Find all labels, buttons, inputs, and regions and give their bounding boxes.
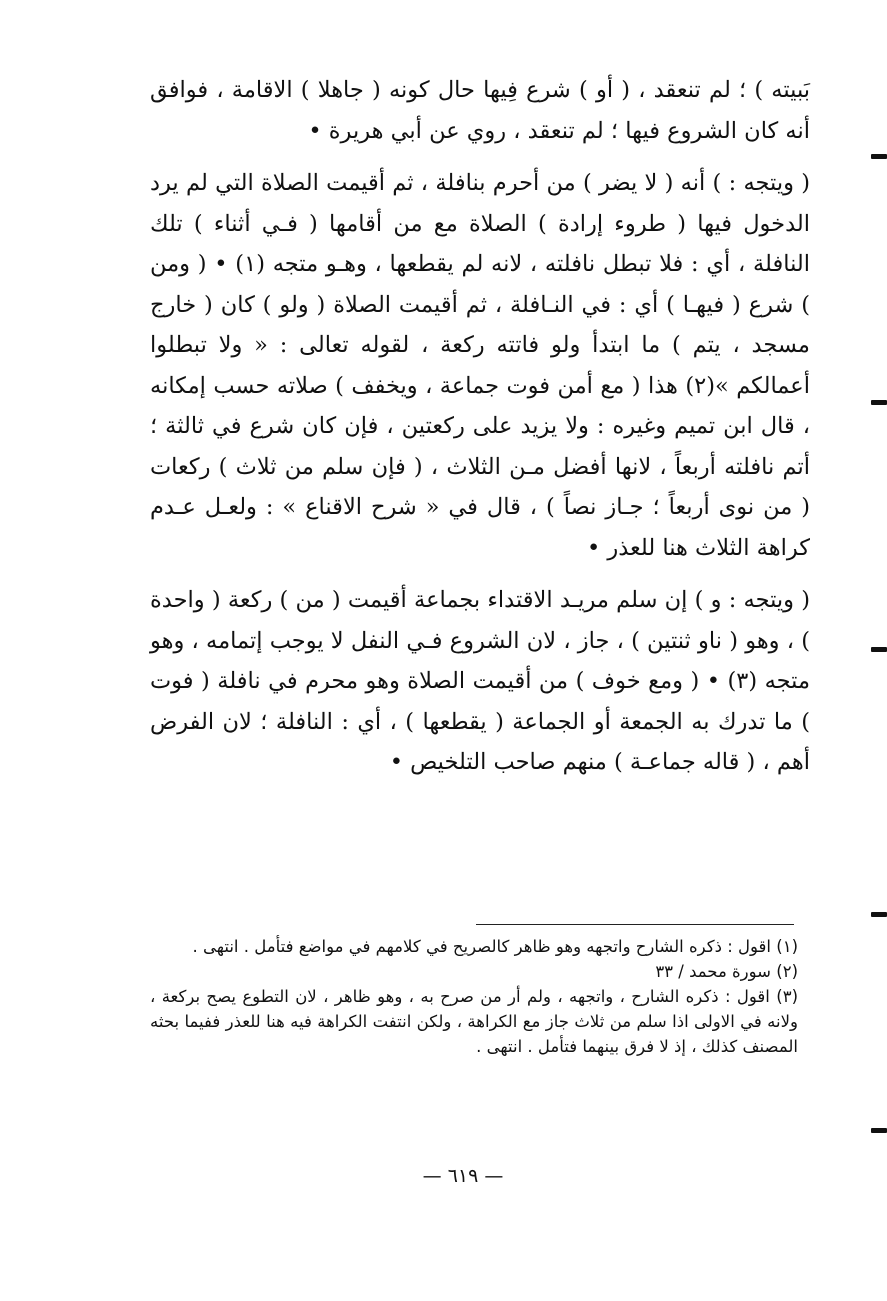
paragraph-1: بَبيته ) ؛ لم تنعقد ، ( أو ) شرع فِيها حال كونه ( جاهلا ) الاقامة ، فوافق أنه كان الشروع فيها ؛ لم تنعقد ، روي عن أبي هريرة •: [150, 77, 810, 144]
paragraph-3: ( ويتجه : و ) إن سلم مريـد الاقتداء بجماعة أقيمت ( من ) ركعة ( واحدة ) ، وهو ( ناو ثنتين ) ، جاز ، لان الشروع فـي النفل لا يوجب إتمامه ، وهو متجه (٣) • ( ومع خوف ) من أقيمت الصلاة وهو محرم في نافلة ( فوت ) ما تدرك به الجمعة أو الجماعة ( يقطعها ) ، أي : النافلة ؛ لان الفرض أهم ، ( قاله جماعـة ) منهم صاحب التلخيص •: [150, 587, 810, 775]
scan-edge-mark: [871, 1128, 887, 1133]
main-text: [150, 70, 810, 783]
scan-edge-mark: [871, 912, 887, 917]
scan-edge-mark: [871, 647, 887, 652]
footnote-2: (٢) سورة محمد / ٣٣: [655, 962, 798, 981]
scan-edge-mark: [871, 400, 887, 405]
footnotes: [150, 934, 812, 1059]
page-number: — ٦١٩ —: [422, 1165, 504, 1187]
footnote-3: (٣) اقول : ذكره الشارح ، واتجهه ، ولم أر من صرح به ، وهو ظاهر ، لان التطوع يصح بركعة ، ولانه في الاولى اذا سلم من ثلاث جاز مع الكراهة ، ولكن انتفت الكراهة فيه هنا للعذر ففيما بحثه المصنف كذلك ، إذ لا فرق بينهما فتأمل . انتهى .: [150, 987, 798, 1056]
paragraph-2: ( ويتجه : ) أنه ( لا يضر ) من أحرم بنافلة ، ثم أقيمت الصلاة التي لم يرد الدخول فيها ( طروء إرادة ) الصلاة مع من أقامها ( فـي أثناء ) تلك النافلة ، أي : فلا تبطل نافلته ، لانه لم يقطعها ، وهـو متجه (١) • ( ومن ) شرع ( فيهـا ) أي : في النـافلة ، ثم أقيمت الصلاة ( ولو ) كان ( خارج مسجد ، يتم ) ما ابتدأ ولو فاتته ركعة ، لقوله تعالى : « ولا تبطلوا أعمالكم »(٢) هذا ( مع أمن فوت جماعة ، ويخفف ) صلاته حسب إمكانه ، قال ابن تميم وغيره : ولا يزيد على ركعتين ، فإن كان شرع في ثالثة ؛ أتم نافلته أربعاً ، لانها أفضل مـن الثلاث ، ( فإن سلم من ثلاث ) ركعات ( من نوى أربعاً ؛ جـاز نصاً ) ، قال في « شرح الاقناع » : ولعـل عـدم كراهة الثلاث هنا للعذر •: [150, 170, 810, 561]
footnote-1: (١) اقول : ذكره الشارح واتجهه وهو ظاهر كالصريح في كلامهم في مواضع فتأمل . انتهى .: [192, 937, 798, 956]
footnote-separator: [476, 924, 794, 925]
scan-edge-mark: [871, 154, 887, 159]
